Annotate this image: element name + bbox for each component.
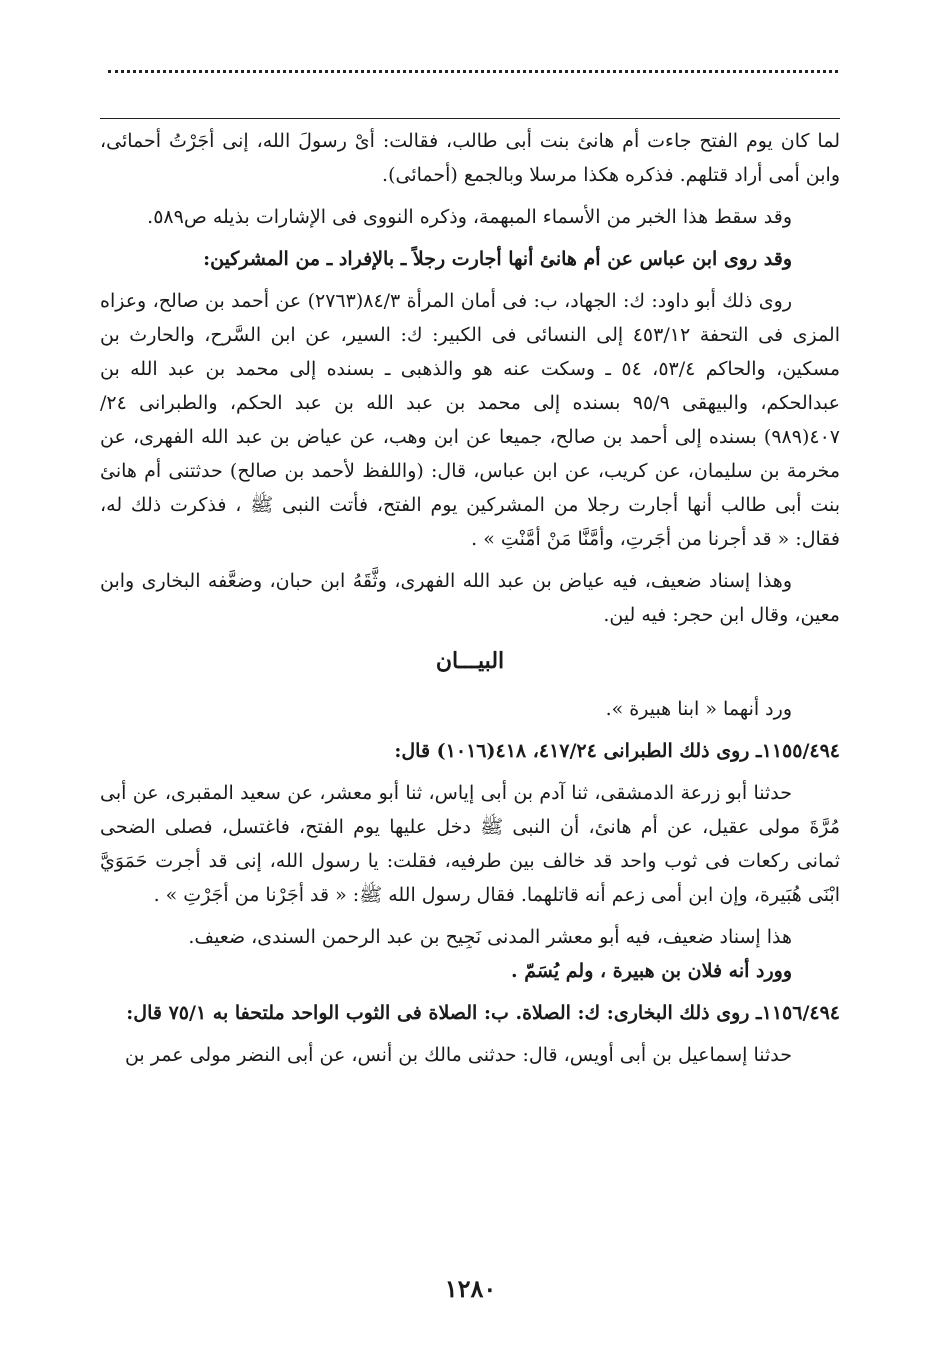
paragraph-9: وورد أنه فلان بن هبيرة ، ولم يُسَمّ . [511, 960, 792, 982]
paragraph-5: وهذا إسناد ضعيف، فيه عياض بن عبد الله الفهرى، وثَّقَهُ ابن حبان، وضعَّفه البخارى وابن معين، وقال ابن حجر: فيه لين. [100, 570, 840, 626]
section-heading: البيـــان [435, 648, 505, 674]
paragraph-1: لما كان يوم الفتح جاءت أم هانئ بنت أبى طالب، فقالت: أىْ رسولَ الله، إنى أجَرْتُ أحمائى، وابن أمى أراد قتلهم. فذكره هكذا مرسلا وبالجمع (أحمائى). [100, 130, 840, 186]
paragraph-6: ورد أنهما « ابنا هبيرة ». [605, 698, 792, 720]
paragraph-7: حدثنا أبو زرعة الدمشقى، ثنا آدم بن أبى إياس، ثنا أبو معشر، عن سعيد المقبرى، عن أبى مُرَّةَ مولى عقيل، عن أم هانئ، أن النبى ﷺ دخل عليها يوم الفتح، فاغتسل، فصلى الضحى ثمانى ركعات فى ثوب واحد قد خالف بين طرفيه، فقلت: يا رسول الله، إنى قد أجرت حَمَوَيَّ ابْنَى هُبَيرة، وإن ابن أمى زعم أنه قاتلهما. فقال رسول الله ﷺ: « قد أجَرْنا من أجَرْتِ » . [100, 782, 841, 906]
page-number: ١٢٨٠ [444, 1274, 497, 1303]
paragraph-4: روى ذلك أبو داود: ك: الجهاد، ب: فى أمان المرأة ٨٤/٣(٢٧٦٣) عن أحمد بن صالح، وعزاه المزى فى التحفة ٤٥٣/١٢ إلى النسائى فى الكبير: ك: السير، عن ابن السَّرح، والحارث بن مسكين، والحاكم ٥٣/٤، ٥٤ ـ وسكت عنه هو والذهبى ـ بسنده إلى محمد بن عبد الله بن عبدالحكم، والبيهقى ٩٥/٩ بسنده إلى محمد بن عبد الله بن عبد الحكم، والطبرانى ٢٤/ ٤٠٧(٩٨٩) بسنده إلى أحمد بن صالح، جميعا عن ابن وهب، عن عياض بن عبد الله الفهرى، عن مخرمة بن سليمان، عن كريب، عن ابن عباس، قال: (واللفظ لأحمد بن صالح) حدثتنى أم هانئ بنت أبى طالب أنها أجارت رجلا من المشركين يوم الفتح، فأتت النبى ﷺ ، فذكرت ذلك له، فقال: « قد أجرنا من أجَرتِ، وأمَّنَّا مَنْ أمَّنْتِ » . [100, 290, 841, 550]
paragraph-10: حدثنا إسماعيل بن أبى أويس، قال: حدثنى مالك بن أنس، عن أبى النضر مولى عمر بن [124, 1044, 792, 1066]
hadith-header-1155: ١١٥٥/٤٩٤ـ روى ذلك الطبرانى ٤١٧/٢٤، ٤١٨(١٠١٦) قال: [394, 740, 840, 762]
paragraph-8: هذا إسناد ضعيف، فيه أبو معشر المدنى نَجِيح بن عبد الرحمن السندى، ضعيف. [188, 926, 792, 948]
hadith-header-1156: ١١٥٦/٤٩٤ـ روى ذلك البخارى: ك: الصلاة. ب: الصلاة فى الثوب الواحد ملتحفا به ٧٥/١ قال: [126, 1002, 840, 1024]
horizontal-rule [100, 118, 840, 119]
page-body [100, 124, 840, 1072]
paragraph-2: وقد سقط هذا الخبر من الأسماء المبهمة، وذكره النووى فى الإشارات بذيله ص٥٨٩. [147, 206, 792, 228]
dotted-separator [108, 70, 838, 73]
paragraph-3: وقد روى ابن عباس عن أم هانئ أنها أجارت رجلاً ـ بالإفراد ـ من المشركين: [203, 248, 792, 270]
